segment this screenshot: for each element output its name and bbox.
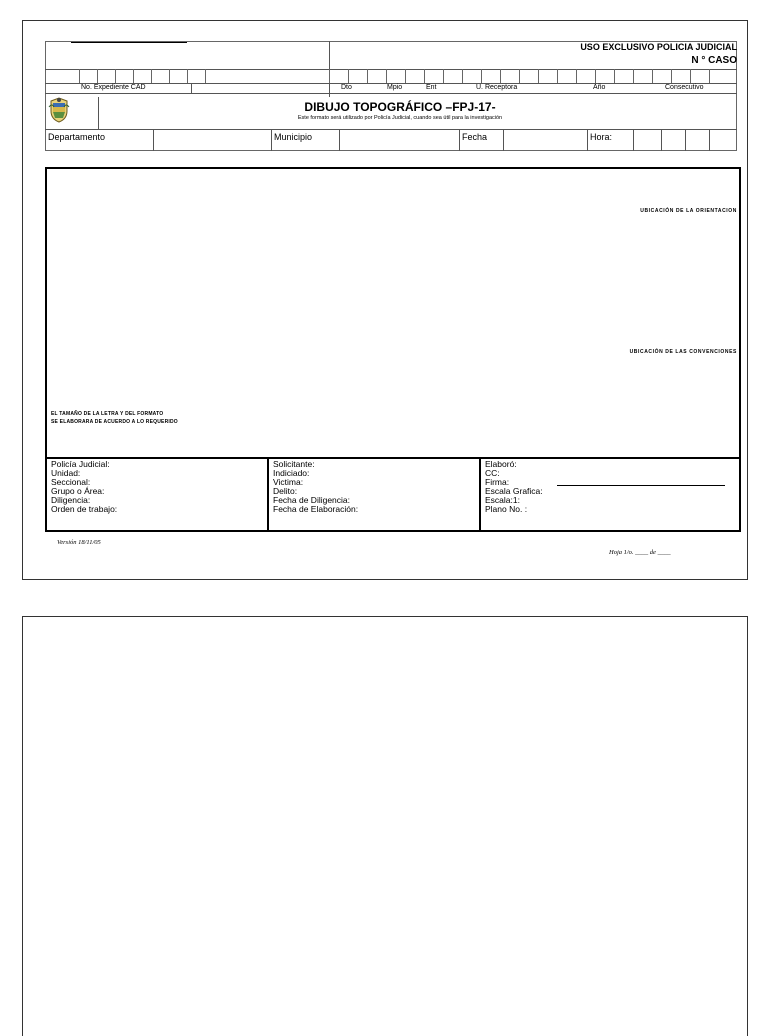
elaboro-label: Elaboró: (485, 459, 517, 469)
expediente-label: No. Expediente CAD (81, 84, 146, 91)
hora-label: Hora: (590, 132, 613, 142)
code-label-dto: Dto (341, 84, 352, 91)
code-label-receptora: U. Receptora (476, 84, 518, 91)
footer-col-2 (273, 460, 358, 514)
code-label-ano: Año (593, 84, 606, 91)
firma-line (557, 485, 725, 486)
diligencia-label: Diligencia: (51, 495, 91, 505)
form-subtitle: Este formato será utilizado por Policía Judicial, cuando sea útil para la investigación (297, 115, 503, 121)
orientacion-label: UBICACIÓN DE LA ORIENTACION (640, 208, 737, 214)
unidad-label: Unidad: (51, 468, 81, 478)
fecha-diligencia-label: Fecha de Diligencia: (273, 495, 351, 505)
version-label: Versión 18/11/05 (57, 539, 101, 546)
code-label-ent: Ent (426, 84, 437, 91)
plano-no-label: Plano No. : (485, 504, 528, 514)
convenciones-label: UBICACIÓN DE LAS CONVENCIONES (629, 349, 737, 355)
footer-col-1 (51, 460, 117, 514)
seccional-label: Seccional: (51, 477, 91, 487)
form-header (23, 21, 747, 151)
form-page-2 (22, 616, 748, 1036)
orden-trabajo-label: Orden de trabajo: (51, 504, 118, 514)
municipio-label: Municipio (274, 132, 313, 142)
hoja-label: Hoja 1/o. ____ de ____ (609, 549, 671, 556)
form-page-1 (22, 20, 748, 580)
firma-label: Firma: (485, 477, 510, 487)
victima-label: Victima: (273, 477, 304, 487)
fecha-elaboracion-label: Fecha de Elaboración: (273, 504, 359, 514)
code-label-consecutivo: Consecutivo (665, 84, 704, 91)
cc-label: CC: (485, 468, 500, 478)
escala-label: Escala:1: (485, 495, 520, 505)
grupo-area-label: Grupo o Área: (51, 486, 105, 496)
solicitante-label: Solicitante: (273, 459, 315, 469)
delito-label: Delito: (273, 486, 298, 496)
policia-judicial-label: Policía Judicial: (51, 459, 110, 469)
form-title: DIBUJO TOPOGRÁFICO –FPJ-17- (304, 100, 496, 114)
departamento-label: Departamento (48, 132, 106, 142)
fecha-label: Fecha (462, 132, 488, 142)
footer-col-3 (485, 460, 543, 514)
format-note-line2: SE ELABORARA DE ACUERDO A LO REQUERIDO (51, 419, 178, 425)
code-label-mpio: Mpio (387, 84, 403, 91)
format-note-line1: EL TAMAÑO DE LA LETRA Y DEL FORMATO (51, 411, 164, 417)
indiciado-label: Indiciado: (273, 468, 310, 478)
caso-label: N ° CASO (691, 55, 737, 66)
uso-exclusivo-label: USO EXCLUSIVO POLICIA JUDICIAL (580, 42, 737, 52)
footer-info-table (45, 457, 741, 532)
escala-grafica-label: Escala Grafica: (485, 486, 543, 496)
drawing-area[interactable] (45, 167, 741, 459)
